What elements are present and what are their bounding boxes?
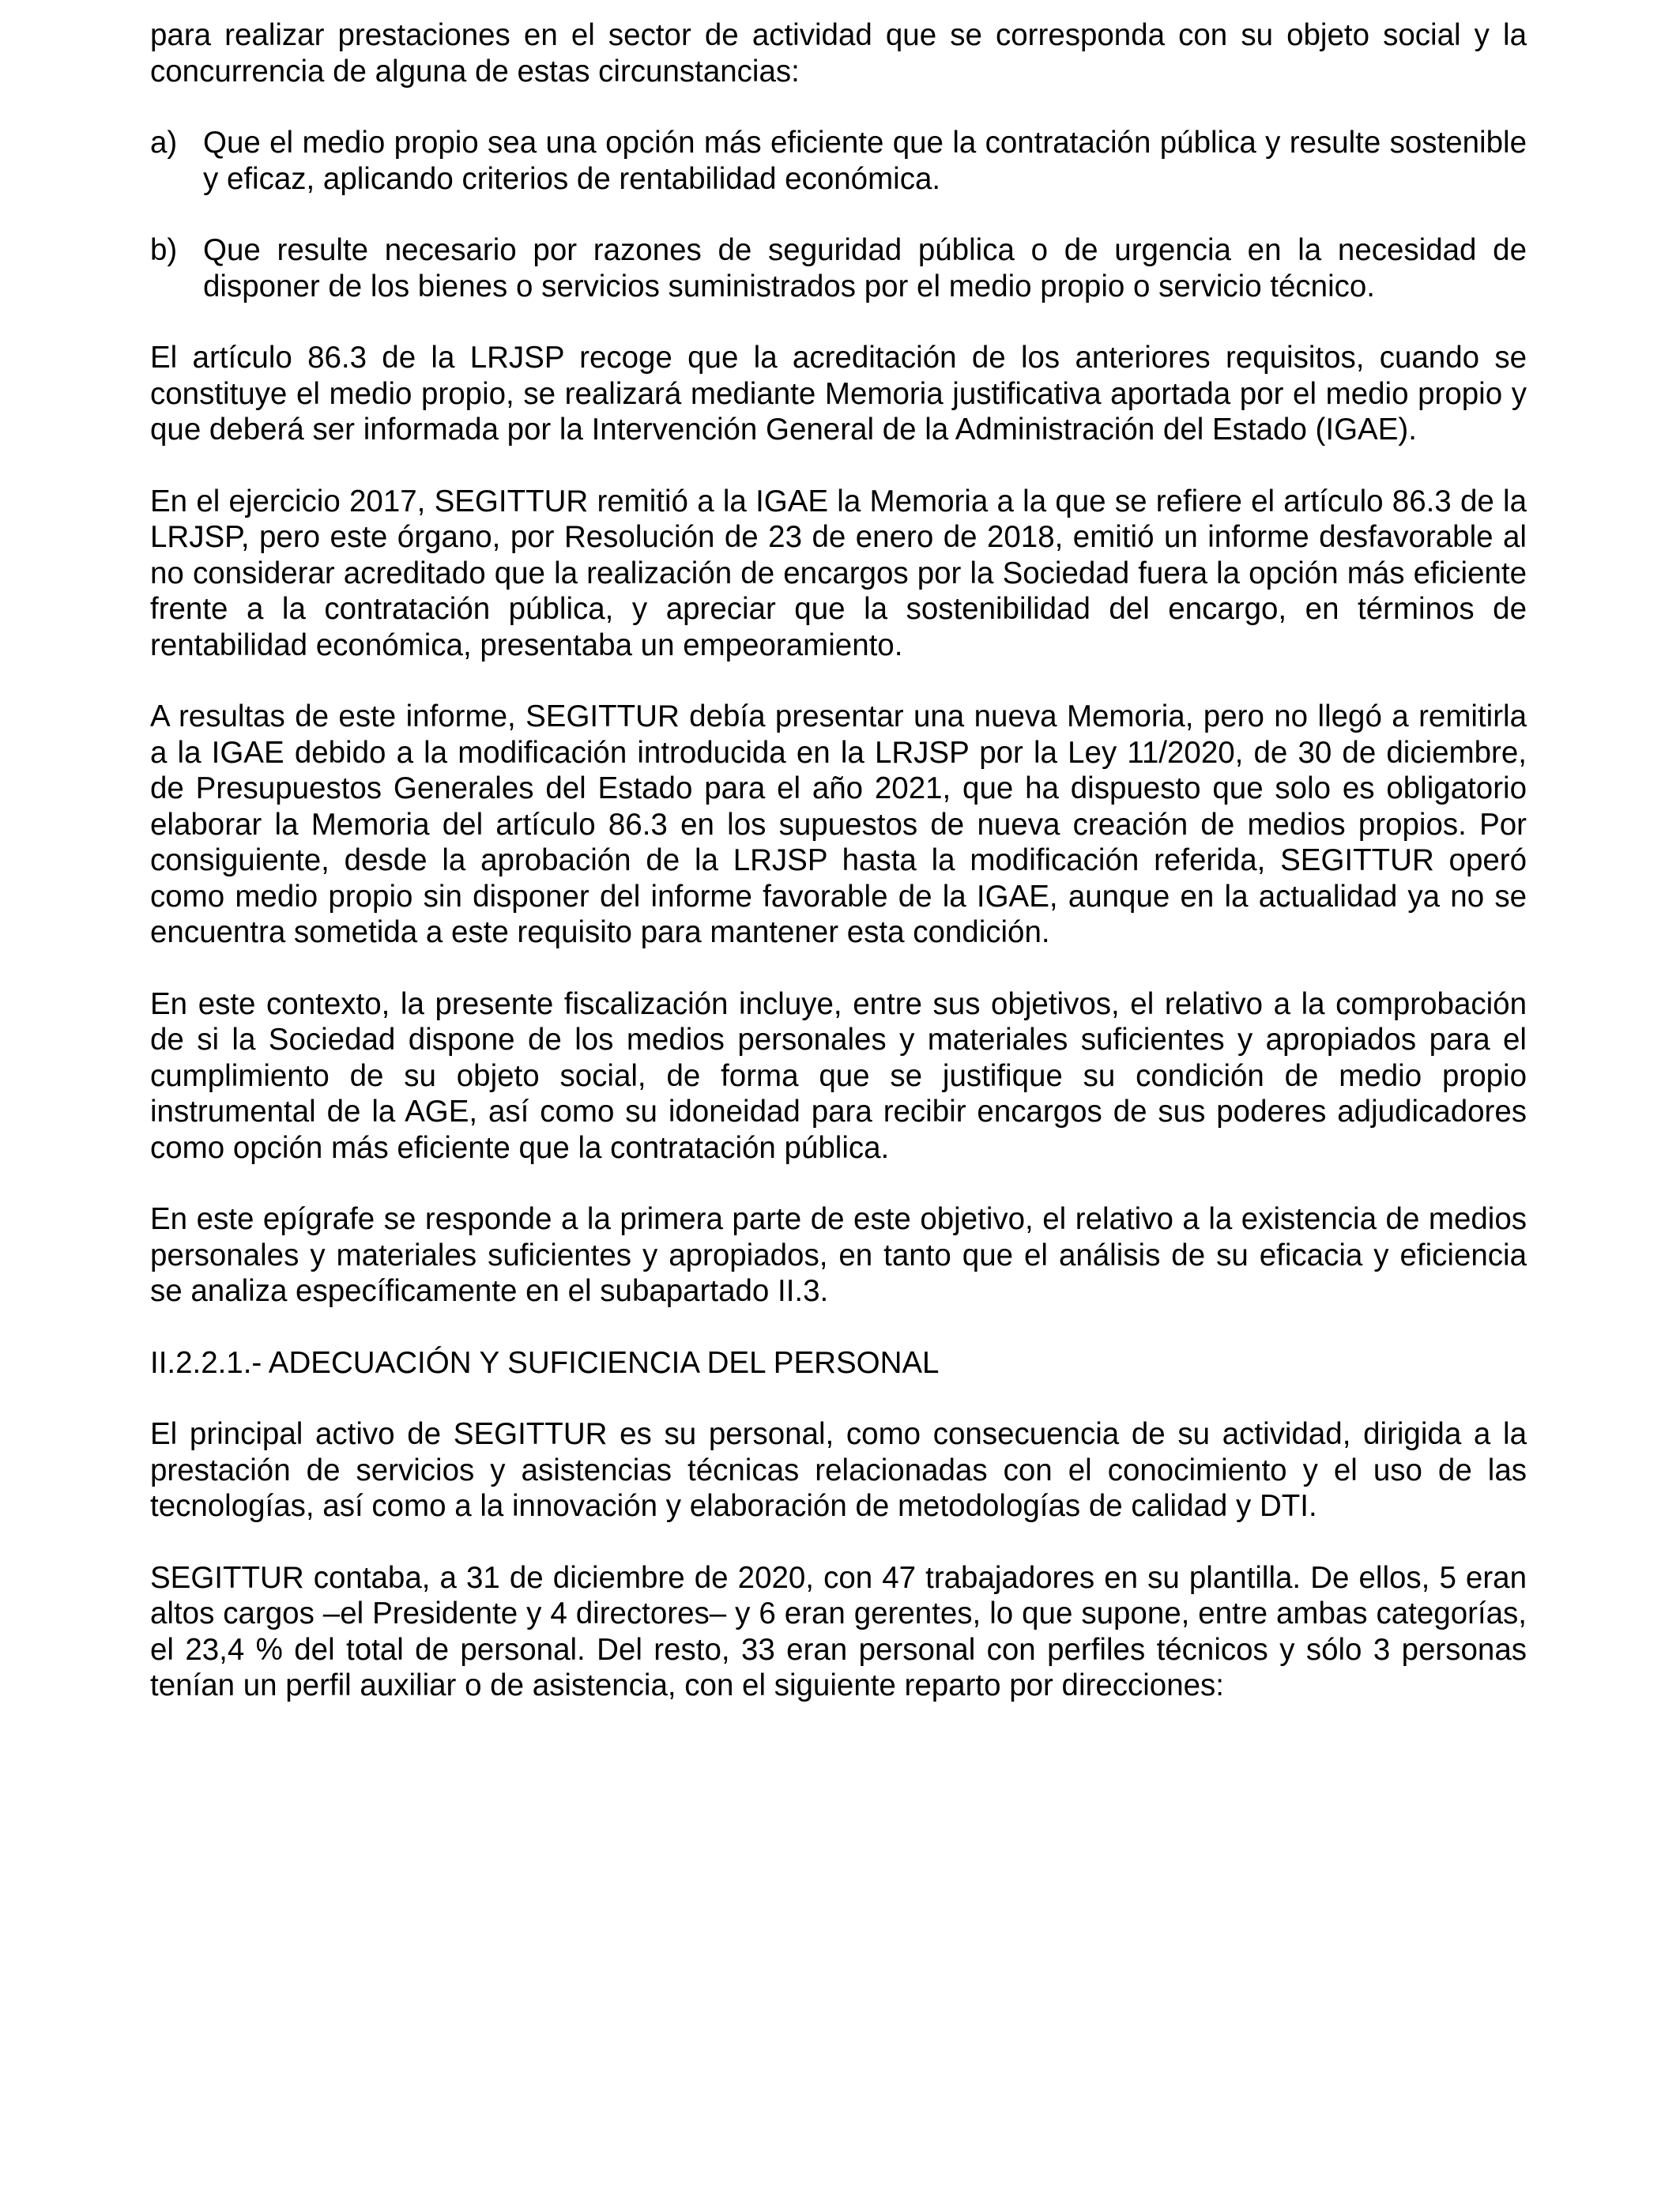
list-marker: b) xyxy=(150,233,178,267)
paragraph-exercise-2017: En el ejercicio 2017, SEGITTUR remitió a la IGAE la Memoria a la que se refiere el artículo 86.3 de la LRJSP, pero este órgano, por Resolución de 23 de enero de 2018, emitió un informe desfavorable al no considerar acreditado que la realización de encargos por la Sociedad fuera la opción más eficiente frente a la contratación pública, y apreciar que la sostenibilidad del encargo, en términos de rentabilidad económica, presentaba un empeoramiento. xyxy=(150,484,1527,662)
list-item-text: Que el medio propio sea una opción más eficiente que la contratación pública y resulte sostenible y eficaz, aplicando criterios de rentabilidad económica. xyxy=(203,126,1527,196)
paragraph-new-memoria: A resultas de este informe, SEGITTUR debía presentar una nueva Memoria, pero no llegó a remitirla a la IGAE debido a la modificación introducida en la LRJSP por la Ley 11/2020, de 30 de diciembre, de Presupuestos Generales del Estado para el año 2021, que ha dispuesto que solo es obligatorio elaborar la Memoria del artículo 86.3 en los supuestos de nueva creación de medios propios. Por consiguiente, desde la aprobación de la LRJSP hasta la modificación referida, SEGITTUR operó como medio propio sin disponer del informe favorable de la IGAE, aunque en la actualidad ya no se encuentra sometida a este requisito para mantener esta condición. xyxy=(150,699,1527,949)
document-page xyxy=(150,17,1527,1740)
paragraph-audit-context: En este contexto, la presente fiscalización incluye, entre sus objetivos, el relativo a la comprobación de si la Sociedad dispone de los medios personales y materiales suficientes y apropiados para el cumplimiento de su objeto social, de forma que se justifique su condición de medio propio instrumental de la AGE, así como su idoneidad para recibir encargos de sus poderes adjudicadores como opción más eficiente que la contratación pública. xyxy=(150,986,1527,1165)
list-marker: a) xyxy=(150,126,178,160)
list-item-text: Que resulte necesario por razones de seguridad pública o de urgencia en la necesidad de disponer de los bienes o servicios suministrados por el medio propio o servicio técnico. xyxy=(203,233,1527,303)
paragraph-article-86-3: El artículo 86.3 de la LRJSP recoge que la acreditación de los anteriores requisitos, cuando se constituye el medio propio, se realizará mediante Memoria justificativa aportada por el medio propio y que deberá ser informada por la Intervención General de la Administración del Estado (IGAE). xyxy=(150,341,1527,447)
list-item-a xyxy=(150,125,1527,197)
paragraph-main-asset: El principal activo de SEGITTUR es su personal, como consecuencia de su actividad, dirigida a la prestación de servicios y asistencias técnicas relacionadas con el conocimiento y el uso de las tecnologías, así como a la innovación y elaboración de metodologías de calidad y DTI. xyxy=(150,1417,1527,1523)
intro-paragraph: para realizar prestaciones en el sector de actividad que se corresponda con su objeto social y la concurrencia de alguna de estas circunstancias: xyxy=(150,18,1527,89)
paragraph-epigraph-scope: En este epígrafe se responde a la primera parte de este objetivo, el relativo a la existencia de medios personales y materiales suficientes y apropiados, en tanto que el análisis de su eficacia y eficiencia se analiza específicamente en el subapartado II.3. xyxy=(150,1202,1527,1308)
section-heading: II.2.2.1.- ADECUACIÓN Y SUFICIENCIA DEL PERSONAL xyxy=(150,1345,940,1380)
paragraph-staff-count: SEGITTUR contaba, a 31 de diciembre de 2020, con 47 trabajadores en su plantilla. De ellos, 5 eran altos cargos –el Presidente y 4 directores– y 6 eran gerentes, lo que supone, entre ambas categorías, el 23,4 % del total de personal. Del resto, 33 eran personal con perfiles técnicos y sólo 3 personas tenían un perfil auxiliar o de asistencia, con el siguiente reparto por direcciones: xyxy=(150,1560,1527,1702)
list-item-b xyxy=(150,232,1527,304)
